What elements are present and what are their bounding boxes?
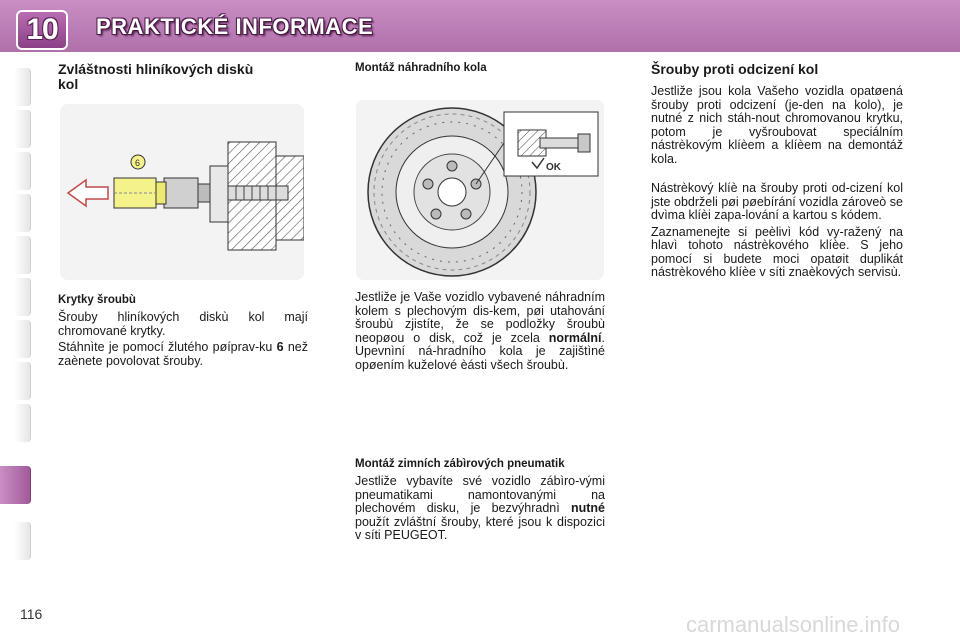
chapter-tab[interactable] [14, 194, 31, 232]
paragraph: Jestliže je Vaše vozidlo vybavené náhradním kolem s plechovým dis-kem, pøi utahování šroubù zjistíte, že se podložky šroubù neopøou o disk, což je zcela normální. Upevnìní ná-hradního kola je zajištìné opøením kuželové èásti všech šroubù. [355, 290, 605, 372]
paragraph: Jestliže jsou kola Vašeho vozidla opatøená šrouby proti odcizení (je-den na kolo), je nutné z nich stáh-nout chromovanou krytku, potom je vyšroubovat speciálním nástrèkovým klíèem a klíèem na demontáž kola. [651, 84, 903, 166]
chapter-tab-active[interactable] [0, 466, 31, 504]
chapter-title: PRAKTICKÉ INFORMACE [96, 14, 374, 39]
paragraph: Stáhnìte je pomocí žlutého pøíprav-ku 6 než zaènete povolovat šrouby. [58, 340, 308, 368]
column-middle [355, 62, 605, 79]
figure-label: 6 [135, 158, 141, 168]
column-middle-text [355, 291, 605, 375]
paragraph: Šrouby hliníkových diskù kol mají chromované krytky. [58, 310, 308, 338]
chapter-tab[interactable] [14, 110, 31, 148]
paragraph: Nástrèkový klíè na šrouby proti od-cizení kol jste obdrželi pøi pøebírání vozidla zároveò se dvìma klíèi zapa-lování a kartou s kódem. [651, 181, 903, 222]
section-heading: Montáž náhradního kola [355, 62, 487, 74]
figure-spare-wheel [356, 100, 604, 280]
cap-removal-illustration [60, 104, 304, 280]
column-right [651, 62, 903, 283]
chapter-badge [16, 10, 68, 50]
column-middle-winter [355, 458, 605, 546]
subsection-heading: Montáž zimních zábìrových pneumatik [355, 458, 565, 470]
column-left [58, 62, 308, 98]
page-header [0, 0, 960, 52]
chapter-tab[interactable] [14, 362, 31, 400]
section-heading: Šrouby proti odcizení kol [651, 61, 819, 77]
chapter-tab[interactable] [14, 404, 31, 442]
chapter-tab[interactable] [14, 522, 31, 560]
subsection-heading: Krytky šroubù [58, 294, 136, 306]
chapter-tab[interactable] [14, 236, 31, 274]
paragraph: Jestliže vybavíte své vozidlo zábìro-vými pneumatikami namontovanými na plechovém disku, je bezvýhradnì nutné použít zvláštní šrouby, které jsou k dispozici v síti PEUGEOT. [355, 474, 605, 542]
chapter-tab[interactable] [14, 68, 31, 106]
chapter-tab[interactable] [14, 278, 31, 316]
chapter-tab-strip [0, 60, 34, 580]
page-number: 116 [20, 606, 43, 622]
figure-label: OK [546, 162, 561, 173]
figure-cap-removal [60, 104, 304, 280]
paragraph: Zaznamenejte si peèlivì kód vy-ražený na hlavì tohoto nástrèkového klíèe. S jeho pomocí si budete moci opatøit duplikát nástrèkového klíèe v síti znaèkových servisù. [651, 224, 903, 279]
spare-wheel-illustration [356, 100, 604, 280]
section-heading: Zvláštnosti hliníkových diskù kol [58, 61, 254, 92]
chapter-tab[interactable] [14, 152, 31, 190]
chapter-tab[interactable] [14, 320, 31, 358]
column-left-text [58, 294, 308, 371]
watermark: carmanualsonline.info [686, 612, 901, 637]
chapter-number: 10 [26, 13, 58, 46]
